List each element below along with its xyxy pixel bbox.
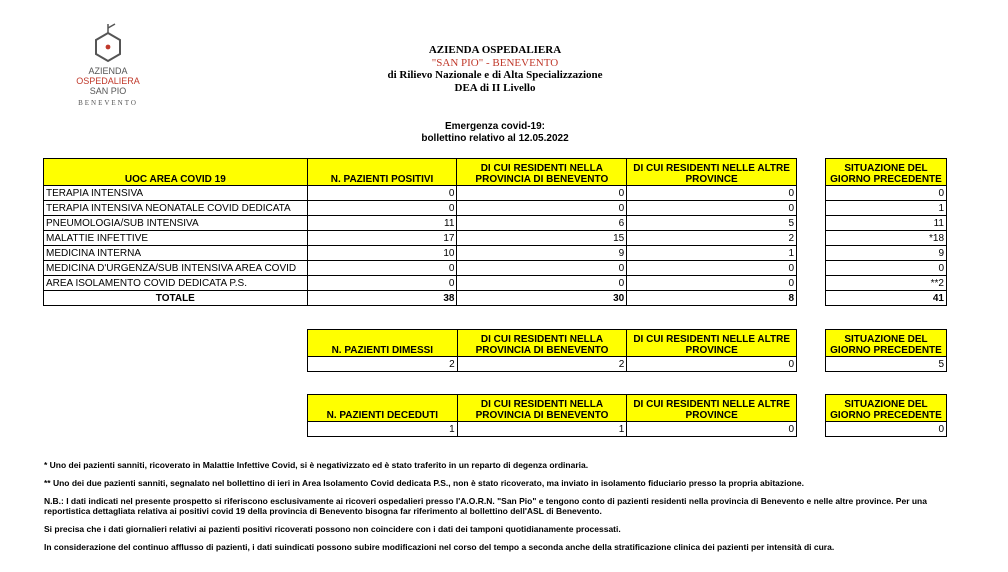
table-row [308,357,797,372]
bulletin-date: bollettino relativo al 12.05.2022 [421,133,569,144]
cell-benevento: 0 [457,261,627,276]
table-row [44,201,797,216]
cell-other: 0 [627,357,797,372]
header-dea-level: DEA di II Livello [454,81,536,94]
cell-other: 0 [627,186,797,201]
cell-benevento: 1 [457,422,627,437]
cell-positive: 0 [307,261,457,276]
row-label: MEDICINA D'URGENZA/SUB INTENSIVA AREA COVID [44,261,308,276]
cell-other: 2 [627,231,797,246]
document-header [300,44,690,94]
col-header-discharged: N. PAZIENTI DIMESSI [308,330,458,357]
cell-benevento: 2 [457,357,627,372]
logo-line-san-pio: SAN PIO [89,86,127,96]
cell-discharged: 2 [308,357,458,372]
cell-other: 5 [627,216,797,231]
col-header-other-provinces: DI CUI RESIDENTI NELLE ALTRE PROVINCE [627,395,797,422]
previous-day-table [825,158,947,306]
table-row [826,216,947,231]
table-row [826,276,947,291]
cell-other: 0 [627,201,797,216]
cell-other: 1 [627,246,797,261]
total-positive: 38 [307,291,457,306]
col-header-ward: UOC AREA COVID 19 [44,159,308,186]
table-row [826,201,947,216]
cell-previous: 1 [826,201,947,216]
bulletin-title [300,121,690,145]
table-header-row [308,330,797,357]
row-label: AREA ISOLAMENTO COVID DEDICATA P.S. [44,276,308,291]
bulletin-title-line1: Emergenza covid-19: [444,121,546,132]
table-row [826,261,947,276]
cell-positive: 11 [307,216,457,231]
cell-benevento: 0 [457,276,627,291]
cell-positive: 0 [307,276,457,291]
col-header-benevento: DI CUI RESIDENTI NELLA PROVINCIA DI BENEVENTO [457,159,627,186]
deceased-table [307,394,797,437]
table-header-row [826,159,947,186]
cell-previous: *18 [826,231,947,246]
col-header-deceased: N. PAZIENTI DECEDUTI [308,395,458,422]
cell-benevento: 15 [457,231,627,246]
cell-positive: 0 [307,186,457,201]
table-row [826,422,947,437]
table-row [44,246,797,261]
logo-line-azienda: AZIENDA [88,66,128,76]
covid-ward-table [43,158,797,306]
cell-benevento: 9 [457,246,627,261]
row-label: TERAPIA INTENSIVA NEONATALE COVID DEDICATA [44,201,308,216]
table-header-row [826,330,947,357]
table-row [44,216,797,231]
cell-benevento: 0 [457,201,627,216]
cell-benevento: 0 [457,186,627,201]
cell-previous: **2 [826,276,947,291]
cell-previous: 9 [826,246,947,261]
footnote-tamponi: Si precisa che i dati giornalieri relativi ai pazienti positivi ricoverati possono non coincidere con i dati dei tamponi quotidianamente processati. [44,524,621,534]
cell-positive: 0 [307,201,457,216]
col-header-other-provinces: DI CUI RESIDENTI NELLE ALTRE PROVINCE [627,159,797,186]
header-hospital-subname: "SAN PIO" - BENEVENTO [431,56,559,69]
table-header-row [826,395,947,422]
hexagon-logo-icon [86,22,130,66]
cell-other: 0 [627,422,797,437]
hospital-logo [68,22,148,112]
table-row [826,357,947,372]
table-row [44,231,797,246]
footnote-single-asterisk: * Uno dei pazienti sanniti, ricoverato in Malattie Infettive Covid, si è negativizzato ed è stato traferito in un reparto di degenza ordinaria. [44,460,589,470]
total-row [44,291,797,306]
footnote-double-asterisk: ** Uno dei due pazienti sanniti, segnalato nel bollettino di ieri in Area Isolamento Covid dedicata P.S., non è stato ricoverato, ma inviato in isolamento fiduciario presso la propria abitazione. [44,478,804,488]
discharged-previous-table [825,329,947,372]
row-label: TERAPIA INTENSIVA [44,186,308,201]
total-benevento: 30 [457,291,627,306]
cell-other: 0 [627,261,797,276]
logo-line-ospedaliera: OSPEDALIERA [76,76,140,86]
cell-previous: 0 [826,186,947,201]
footnote-afflusso: In considerazione del continuo afflusso di pazienti, i dati suindicati possono subire modificazioni nel corso del tempo a seconda anche della stratificazione clinica dei pazienti per intensità di cura. [44,542,835,552]
cell-benevento: 6 [457,216,627,231]
header-specialization: di Rilievo Nazionale e di Alta Specializzazione [387,69,603,81]
table-header-row [44,159,797,186]
row-label: MEDICINA INTERNA [44,246,308,261]
cell-previous: 5 [826,357,947,372]
row-label: PNEUMOLOGIA/SUB INTENSIVA [44,216,308,231]
cell-previous: 0 [826,261,947,276]
col-header-benevento: DI CUI RESIDENTI NELLA PROVINCIA DI BENEVENTO [457,395,627,422]
row-label: MALATTIE INFETTIVE [44,231,308,246]
table-row [826,186,947,201]
table-row [44,276,797,291]
table-header-row [308,395,797,422]
col-header-previous-day: SITUAZIONE DEL GIORNO PRECEDENTE [826,395,947,422]
table-row [44,186,797,201]
table-row [826,231,947,246]
total-label: TOTALE [44,291,308,306]
col-header-previous-day: SITUAZIONE DEL GIORNO PRECEDENTE [826,330,947,357]
cell-positive: 10 [307,246,457,261]
total-row [826,291,947,306]
cell-positive: 17 [307,231,457,246]
discharged-table [307,329,797,372]
footnotes [44,460,964,560]
footnote-nb: N.B.: I dati indicati nel presente prospetto si riferiscono esclusivamente ai ricoveri ospedalieri presso l'A.O.R.N. "San Pio" e tengono conto di pazienti residenti nella provincia di Benevento e nelle altre province. Per una reportistica dettagliata relativa ai positivi covid 19 della provincia di Benevento bisogna far riferimento al bollettino dell'ASL di Benevento. [44,496,927,516]
deceased-previous-table [825,394,947,437]
table-row [308,422,797,437]
table-row [44,261,797,276]
cell-previous: 0 [826,422,947,437]
logo-line-benevento: BENEVENTO [78,99,138,107]
cell-previous: 11 [826,216,947,231]
col-header-previous-day: SITUAZIONE DEL GIORNO PRECEDENTE [826,159,947,186]
total-other: 8 [627,291,797,306]
col-header-other-provinces: DI CUI RESIDENTI NELLE ALTRE PROVINCE [627,330,797,357]
col-header-positive: N. PAZIENTI POSITIVI [307,159,457,186]
cell-deceased: 1 [308,422,458,437]
cell-other: 0 [627,276,797,291]
header-hospital-name: AZIENDA OSPEDALIERA [428,44,562,56]
col-header-benevento: DI CUI RESIDENTI NELLA PROVINCIA DI BENEVENTO [457,330,627,357]
table-row [826,246,947,261]
total-previous: 41 [826,291,947,306]
